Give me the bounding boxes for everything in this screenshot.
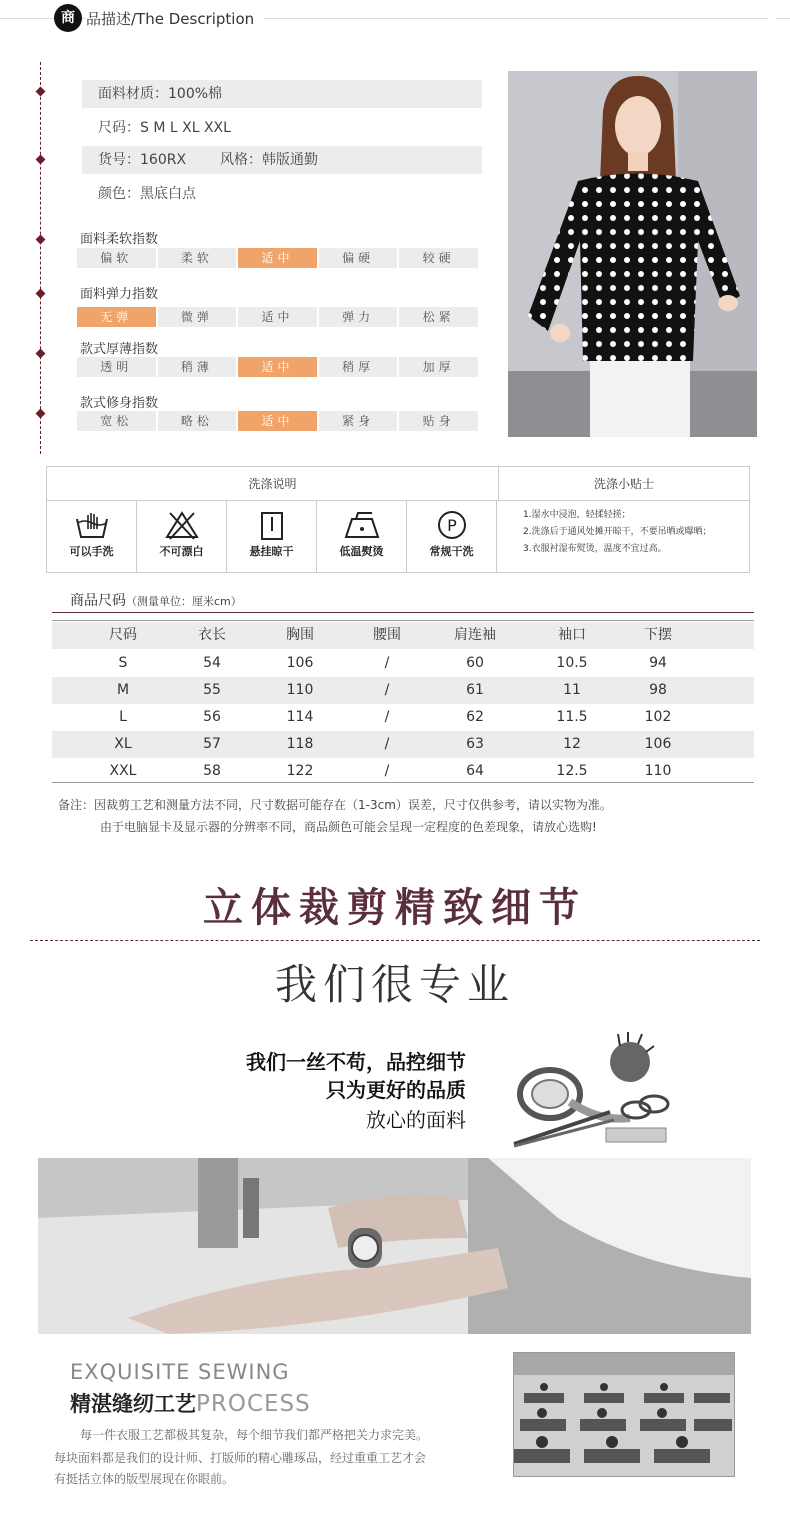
- section-subtitle: 我们很专业: [274, 960, 515, 1009]
- promo-line: 只为更好的品质: [326, 1078, 466, 1102]
- table-cell: 98: [649, 682, 667, 698]
- table-cell: M: [116, 682, 130, 698]
- table-cell: 10.5: [556, 655, 588, 671]
- craft-cn-title: 精湛缝纫工艺: [70, 1392, 196, 1416]
- index-option: 偏软: [77, 248, 156, 268]
- wash-cell: [317, 501, 407, 572]
- index-elasticity: [77, 307, 478, 327]
- table-cell: 12: [563, 736, 581, 752]
- index-option: 稍薄: [158, 357, 237, 377]
- table-cell: 55: [203, 682, 221, 698]
- table-row: [52, 704, 754, 731]
- table-cell: XXL: [109, 763, 137, 779]
- index-option: 柔软: [158, 248, 237, 268]
- size-table-rule: [52, 612, 754, 613]
- index-option: 贴身: [399, 411, 478, 431]
- promo-line: 放心的面料: [366, 1108, 466, 1132]
- spec-item-style: [82, 146, 482, 174]
- table-cell: 54: [203, 655, 221, 671]
- table-cell: XL: [114, 736, 132, 752]
- table-cell: 110: [644, 763, 672, 779]
- table-cell: /: [384, 655, 390, 671]
- no-bleach-icon: [164, 509, 200, 541]
- table-cell: /: [384, 682, 390, 698]
- header-badge: 商: [54, 4, 82, 32]
- header-rule-gap: [768, 8, 776, 26]
- section-title: 立体裁剪精致细节: [203, 885, 587, 931]
- wash-label: 低温熨烫: [339, 545, 384, 558]
- decor-diamond: [36, 155, 46, 165]
- table-cell: 62: [466, 709, 484, 725]
- index-thickness: [77, 357, 478, 377]
- left-dashed-line: [40, 62, 41, 454]
- wash-label: 悬挂晾干: [249, 545, 294, 558]
- table-cell: 106: [286, 655, 314, 671]
- index-option: 透明: [77, 357, 156, 377]
- index-title: 面料柔软指数: [80, 232, 159, 247]
- product-photo: [508, 71, 757, 437]
- table-cell: S: [118, 655, 128, 671]
- spec-color: 颜色：黑底白点: [98, 186, 196, 202]
- decor-diamond: [36, 349, 46, 359]
- sewing-photo: [38, 1158, 751, 1334]
- spec-style: 风格：韩版通勤: [220, 152, 319, 168]
- size-unit: （测量单位：厘米cm）: [126, 595, 242, 608]
- spec-size: 尺码：S M L XL XXL: [98, 120, 231, 136]
- table-cell: /: [384, 736, 390, 752]
- table-cell: 110: [286, 682, 314, 698]
- index-option: 微弹: [158, 307, 237, 327]
- index-option: 略松: [158, 411, 237, 431]
- wash-tips: [523, 507, 712, 558]
- svg-text:P: P: [446, 516, 457, 535]
- promo-line: 我们一丝不苟，品控细节: [246, 1050, 466, 1074]
- table-cell: 64: [466, 763, 484, 779]
- wash-label: 可以手洗: [69, 545, 114, 558]
- table-cell: 106: [644, 736, 672, 752]
- decor-diamond: [36, 235, 46, 245]
- index-option: 偏硬: [319, 248, 398, 268]
- size-table-title: 商品尺码（测量单位：厘米cm）: [70, 593, 242, 609]
- index-title: 款式修身指数: [80, 396, 159, 411]
- craft-paragraph: 每一件衣服工艺都极其复杂，每个细节我们都严格把关力求完美。: [80, 1428, 429, 1442]
- table-cell: 94: [649, 655, 667, 671]
- table-cell: 114: [286, 709, 314, 725]
- dry-clean-icon: [434, 509, 470, 541]
- wash-tip: 3.衣服衬湿布熨烫，温度不宜过高。: [523, 544, 667, 554]
- table-cell: /: [384, 709, 390, 725]
- wash-tip: 2.洗涤后于通风处摊开晾干，不要吊晒或曝晒；: [523, 527, 712, 537]
- index-fit: [77, 411, 478, 431]
- table-cell: /: [384, 763, 390, 779]
- table-cell: 102: [644, 709, 672, 725]
- craft-english-title: EXQUISITE SEWING: [70, 1360, 290, 1384]
- wash-header: 洗涤说明: [47, 467, 499, 501]
- table-cell: 11.5: [556, 709, 588, 725]
- wash-label: 常规干洗: [429, 545, 474, 558]
- table-row: [52, 731, 754, 758]
- wash-tips-header: 洗涤小贴士: [499, 467, 749, 501]
- spec-item-no: 货号：160RX: [98, 152, 187, 168]
- header-title: 品描述/The Description: [86, 8, 264, 29]
- index-option: 加厚: [399, 357, 478, 377]
- table-row: [52, 650, 754, 677]
- index-option: 稍厚: [319, 357, 398, 377]
- table-cell: 58: [203, 763, 221, 779]
- table-cell: 118: [286, 736, 314, 752]
- table-row: [52, 677, 754, 704]
- index-title: 款式厚薄指数: [80, 342, 159, 357]
- hang-dry-icon: [254, 509, 290, 541]
- size-table-rule: [52, 620, 754, 621]
- decor-diamond: [36, 289, 46, 299]
- table-cell: 57: [203, 736, 221, 752]
- index-option: 紧身: [319, 411, 398, 431]
- craft-english-sub: PROCESS: [196, 1391, 311, 1417]
- table-cell: 61: [466, 682, 484, 698]
- decor-diamond: [36, 87, 46, 97]
- wash-cell: [407, 501, 497, 572]
- table-cell: 11: [563, 682, 581, 698]
- spec-material: 面料材质：100%棉: [82, 80, 482, 108]
- wash-table: [46, 466, 750, 573]
- wash-cell: [47, 501, 137, 572]
- index-option: 弹力: [319, 307, 398, 327]
- wash-cell: [137, 501, 227, 572]
- index-option: 松紧: [399, 307, 478, 327]
- note-line: 由于电脑显卡及显示器的分辨率不同，商品颜色可能会呈现一定程度的色差现象，请放心选购!: [100, 820, 597, 834]
- note-line: 备注：因裁剪工艺和测量方法不同，尺寸数据可能存在（1-3cm）误差，尺寸仅供参考，请以实物为准。: [58, 798, 612, 812]
- table-cell: 56: [203, 709, 221, 725]
- wash-label: 不可漂白: [159, 545, 204, 558]
- index-option: 适中: [238, 248, 317, 268]
- section-divider: [30, 940, 760, 941]
- craft-paragraph: 有挺括立体的版型展现在你眼前。: [54, 1472, 235, 1486]
- table-cell: L: [119, 709, 127, 725]
- index-option: 适中: [238, 307, 317, 327]
- wash-tip: 1.湿水中浸泡，轻揉轻搓；: [523, 510, 631, 520]
- size-table-rule: [52, 782, 754, 783]
- low-iron-icon: [342, 509, 382, 541]
- factory-photo: [513, 1352, 735, 1477]
- craft-paragraph: 每块面料都是我们的设计师、打版师的精心雕琢品，经过重重工艺才会: [54, 1451, 427, 1465]
- decor-diamond: [36, 409, 46, 419]
- table-cell: 63: [466, 736, 484, 752]
- wash-cell: [227, 501, 317, 572]
- index-option: 宽松: [77, 411, 156, 431]
- table-cell: 122: [286, 763, 314, 779]
- hand-wash-icon: [74, 509, 110, 541]
- craft-title: [70, 1388, 311, 1418]
- index-option: 适中: [238, 357, 317, 377]
- index-option: 较硬: [399, 248, 478, 268]
- table-cell: 60: [466, 655, 484, 671]
- index-softness: [77, 248, 478, 268]
- sewing-tools-illustration: [510, 1032, 690, 1150]
- size-table-header: 尺码 衣长 胸围 腰围 肩连袖 袖口 下摆: [52, 622, 754, 649]
- table-cell: 12.5: [556, 763, 588, 779]
- index-option: 无弹: [77, 307, 156, 327]
- index-option: 适中: [238, 411, 317, 431]
- table-row: [52, 758, 754, 785]
- index-title: 面料弹力指数: [80, 287, 159, 302]
